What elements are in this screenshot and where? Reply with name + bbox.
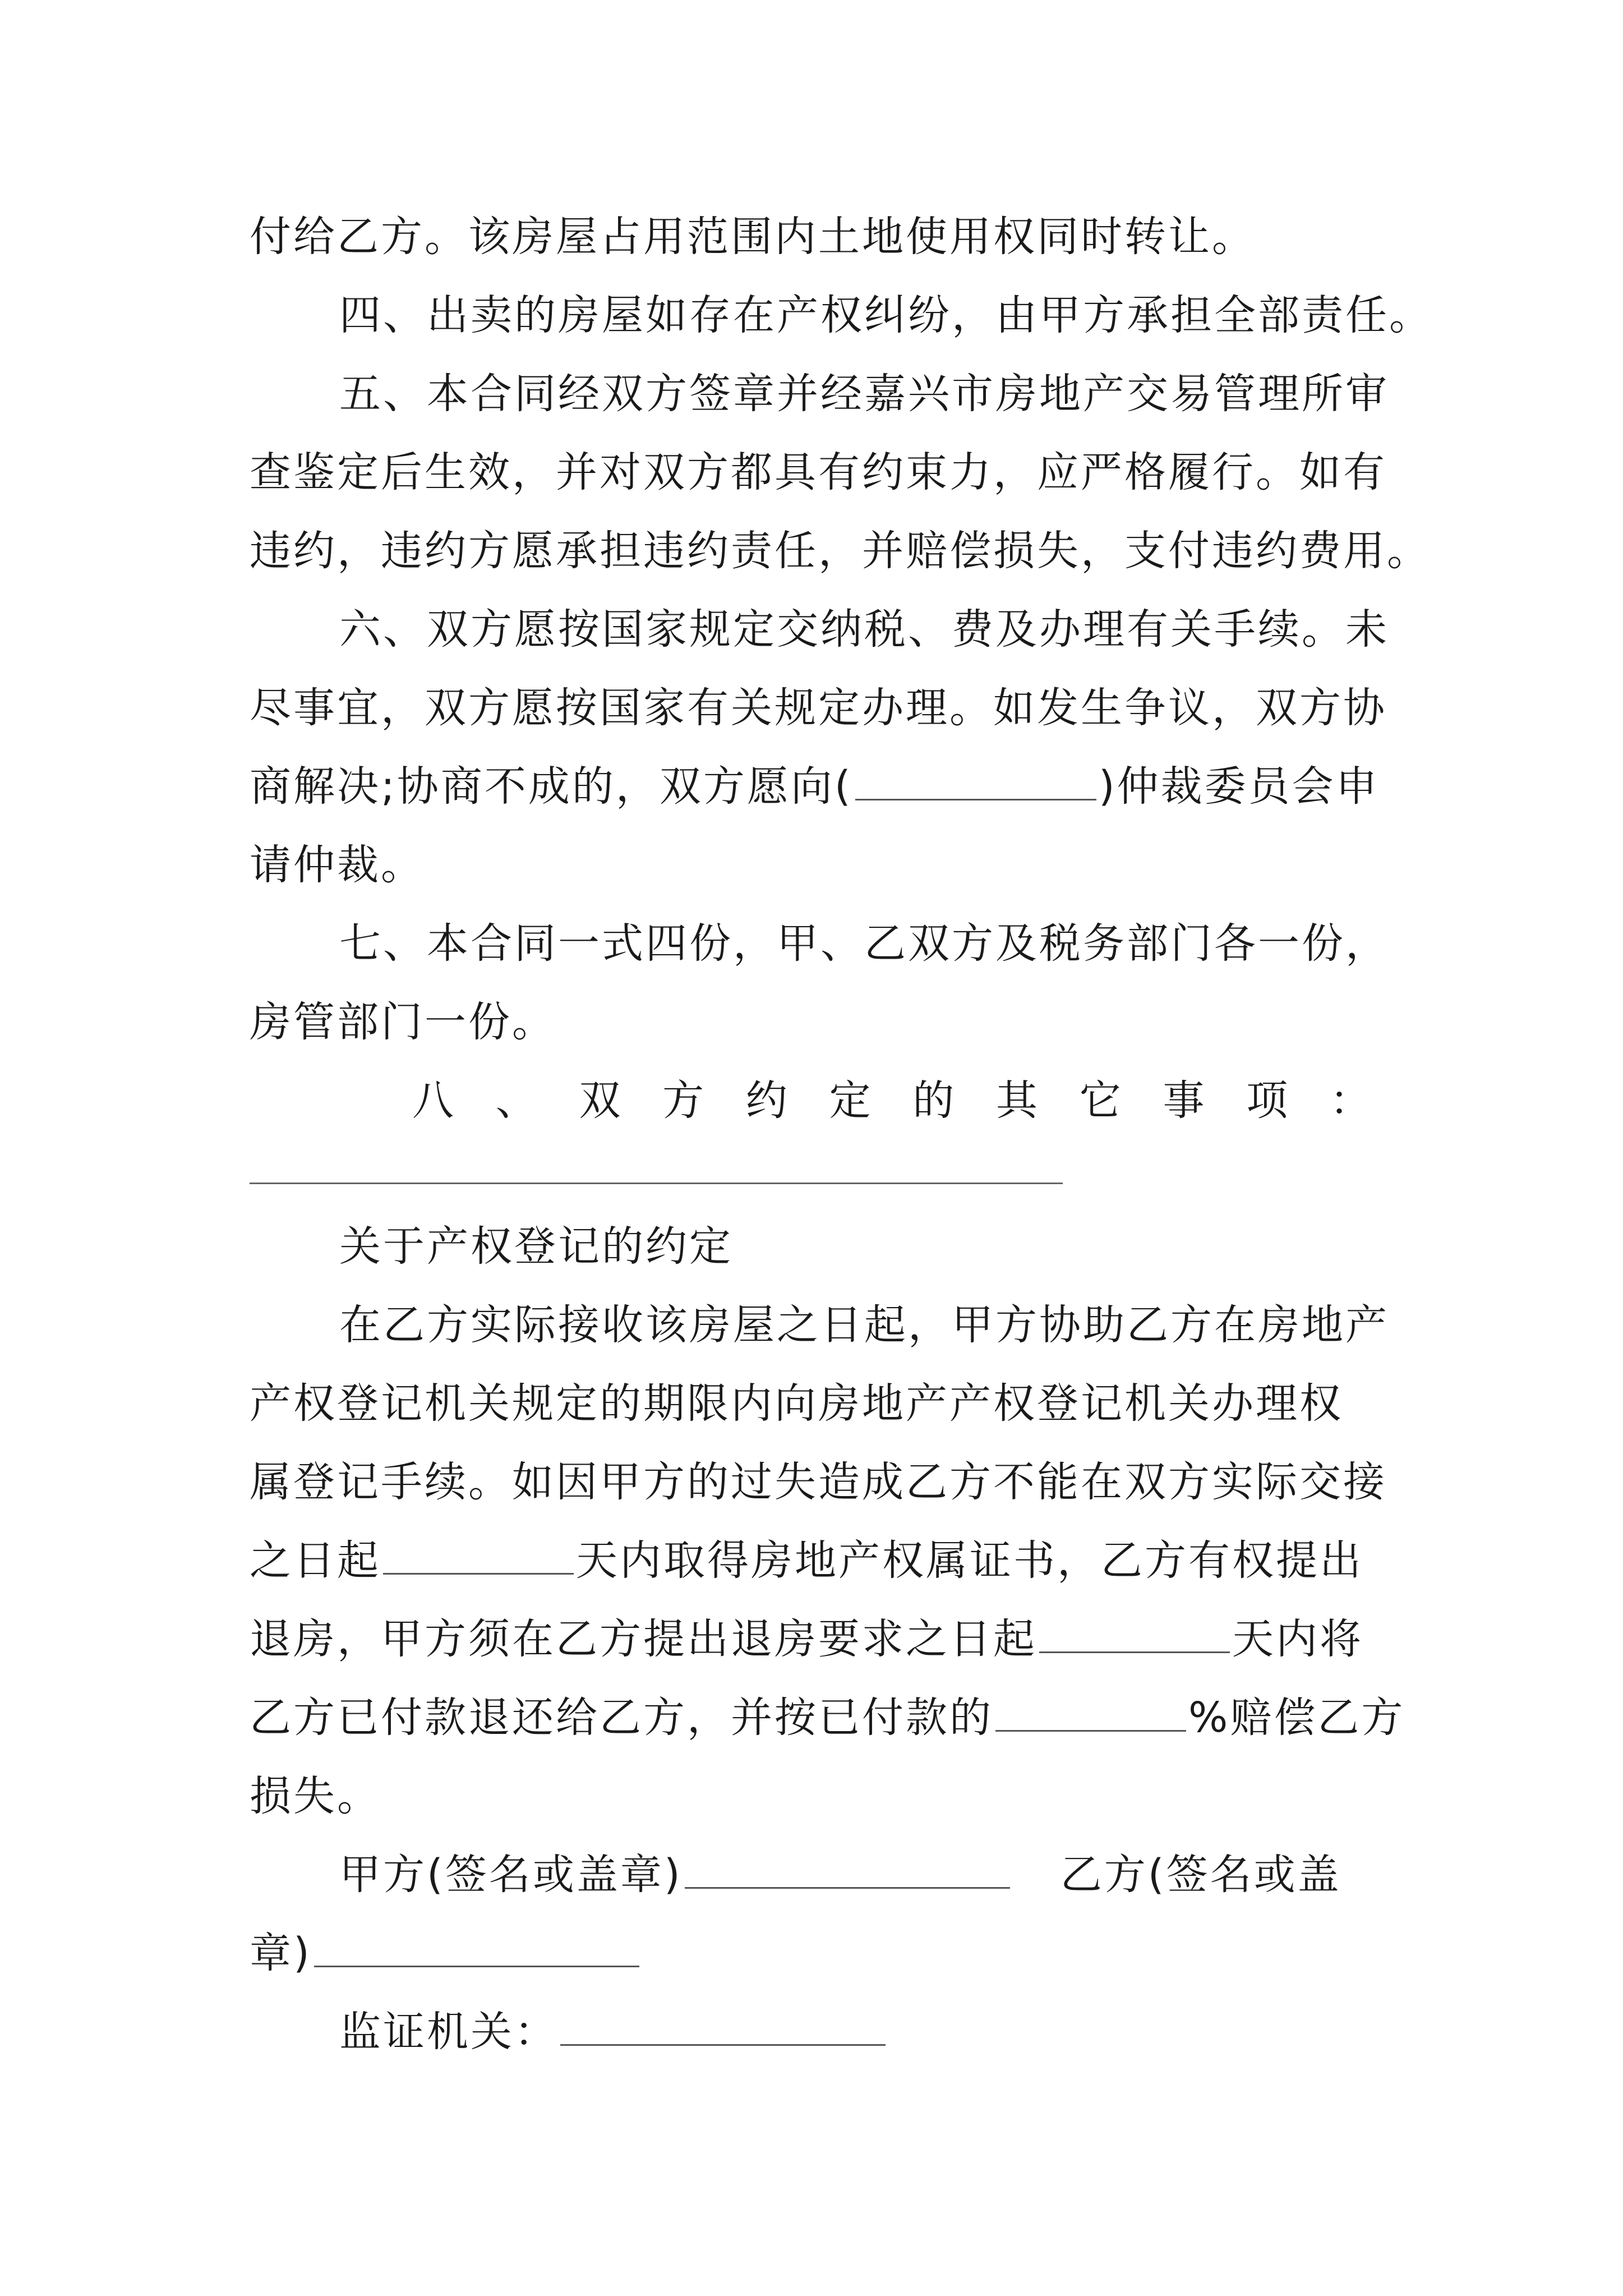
paragraph-line: 查鉴定后生效，并对双方都具有约束力，应严格履行。如有 xyxy=(250,448,1387,496)
text-segment: 天内将 xyxy=(1232,1615,1363,1663)
heading-char: 它 xyxy=(1079,1076,1121,1125)
signature-line xyxy=(339,1849,1394,1900)
heading-char: 定 xyxy=(829,1076,871,1125)
paragraph-line xyxy=(250,1692,1405,1743)
paragraph-line: 属登记手续。如因甲方的过失造成乙方不能在双方实际交接 xyxy=(250,1458,1387,1506)
supervisor-label: 监证机关： xyxy=(339,2008,558,2056)
heading-char: 其 xyxy=(996,1076,1038,1125)
text-segment: 章) xyxy=(250,1929,312,1977)
text-segment: )仲裁委员会申 xyxy=(1098,762,1380,811)
heading-char: 的 xyxy=(912,1076,955,1125)
paragraph-line: 损失。 xyxy=(250,1772,381,1820)
paragraph-line: 请仲裁。 xyxy=(250,841,425,889)
heading-char: ： xyxy=(1329,1076,1371,1125)
heading-char: 八 xyxy=(412,1076,454,1125)
heading-char: 、 xyxy=(495,1076,537,1125)
paragraph-line xyxy=(250,1614,1394,1664)
arbitration-blank[interactable] xyxy=(855,762,1096,800)
paragraph-line xyxy=(250,761,1394,812)
clause-7: 七、本合同一式四份，甲、乙双方及税务部门各一份， xyxy=(339,919,1389,968)
paragraph-line: 付给乙方。该房屋占用范围内土地使用权同时转让。 xyxy=(250,213,1256,261)
text-segment: 之日起 xyxy=(250,1536,381,1585)
supervisor-blank[interactable] xyxy=(560,2007,886,2046)
supervisor-line xyxy=(339,2007,1394,2057)
party-a-signature-blank[interactable] xyxy=(685,1850,1010,1889)
paragraph-line: 产权登记机关规定的期限内向房地产产权登记机关办理权 xyxy=(250,1379,1343,1428)
text-segment: 乙方已付款退还给乙方，并按已付款的 xyxy=(250,1694,993,1742)
paragraph-line xyxy=(250,1535,1394,1586)
percentage-blank[interactable] xyxy=(995,1693,1186,1732)
section-subtitle: 关于产权登记的约定 xyxy=(339,1222,733,1271)
party-a-label: 甲方(签名或盖章) xyxy=(339,1851,683,1899)
days-blank[interactable] xyxy=(383,1536,574,1575)
text-segment: %赔偿乙方 xyxy=(1188,1694,1405,1742)
paragraph-line: 在乙方实际接收该房屋之日起，甲方协助乙方在房地产 xyxy=(339,1301,1389,1349)
refund-days-blank[interactable] xyxy=(1039,1614,1230,1653)
other-matters-blank-line[interactable] xyxy=(250,1182,1063,1184)
text-segment: 退房，甲方须在乙方提出退房要求之日起 xyxy=(250,1615,1037,1663)
heading-char: 约 xyxy=(745,1076,787,1125)
heading-char: 方 xyxy=(662,1076,704,1125)
clause-8-heading xyxy=(412,1075,1371,1126)
clause-6: 六、双方愿按国家规定交纳税、费及办理有关手续。未 xyxy=(339,605,1389,654)
text-segment: 天内取得房地产权属证书，乙方有权提出 xyxy=(576,1536,1363,1585)
heading-char: 双 xyxy=(579,1076,621,1125)
clause-5: 五、本合同经双方签章并经嘉兴市房地产交易管理所审 xyxy=(339,370,1389,418)
heading-char: 项 xyxy=(1246,1076,1288,1125)
clause-4: 四、出卖的房屋如存在产权纠纷，由甲方承担全部责任。 xyxy=(339,291,1433,339)
heading-char: 事 xyxy=(1163,1076,1205,1125)
signature-line xyxy=(250,1928,1394,1978)
text-segment: 商解决;协商不成的，双方愿向( xyxy=(250,762,853,811)
party-b-signature-blank[interactable] xyxy=(314,1929,639,1967)
paragraph-line: 尽事宜，双方愿按国家有关规定办理。如发生争议，双方协 xyxy=(250,684,1387,732)
paragraph-line: 房管部门一份。 xyxy=(250,998,556,1046)
party-b-label: 乙方(签名或盖 xyxy=(1060,1851,1341,1899)
paragraph-line: 违约，违约方愿承担违约责任，并赔偿损失，支付违约费用。 xyxy=(250,527,1431,575)
